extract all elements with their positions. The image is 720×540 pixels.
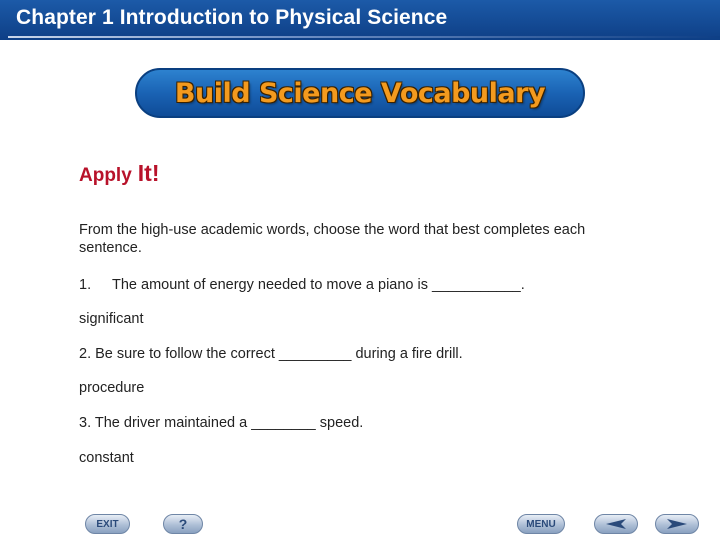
exit-button-label: EXIT [96, 518, 119, 530]
page-title: Chapter 1 Introduction to Physical Science [16, 6, 448, 29]
header-divider [8, 36, 720, 38]
next-button[interactable] [655, 514, 699, 534]
banner-text: Build Science Vocabulary [174, 77, 546, 109]
apply-it-word: It! [137, 160, 160, 186]
apply-word: Apply [79, 165, 132, 186]
previous-button[interactable] [594, 514, 638, 534]
menu-button-label: MENU [526, 518, 556, 530]
question-2: 2. Be sure to follow the correct _________ during a fire drill. [79, 346, 463, 362]
question-1 [79, 276, 525, 294]
answer-3: constant [79, 450, 134, 466]
instructions-text: From the high-use academic words, choose the word that best completes each sentence. [79, 222, 586, 256]
apply-it-heading [79, 160, 160, 187]
exit-button[interactable] [85, 514, 130, 534]
vocabulary-banner [135, 68, 585, 118]
header-bar [0, 0, 720, 40]
right-arrow-icon [666, 518, 688, 530]
menu-button[interactable] [517, 514, 565, 534]
left-arrow-icon [605, 518, 627, 530]
question-1-text: The amount of energy needed to move a piano is ___________. [112, 277, 525, 293]
answer-1: significant [79, 311, 144, 327]
question-1-number: 1. [79, 277, 92, 293]
answer-2: procedure [79, 380, 145, 396]
help-button[interactable] [163, 514, 203, 534]
question-3: 3. The driver maintained a ________ speed. [79, 415, 364, 431]
help-icon: ? [178, 516, 188, 532]
